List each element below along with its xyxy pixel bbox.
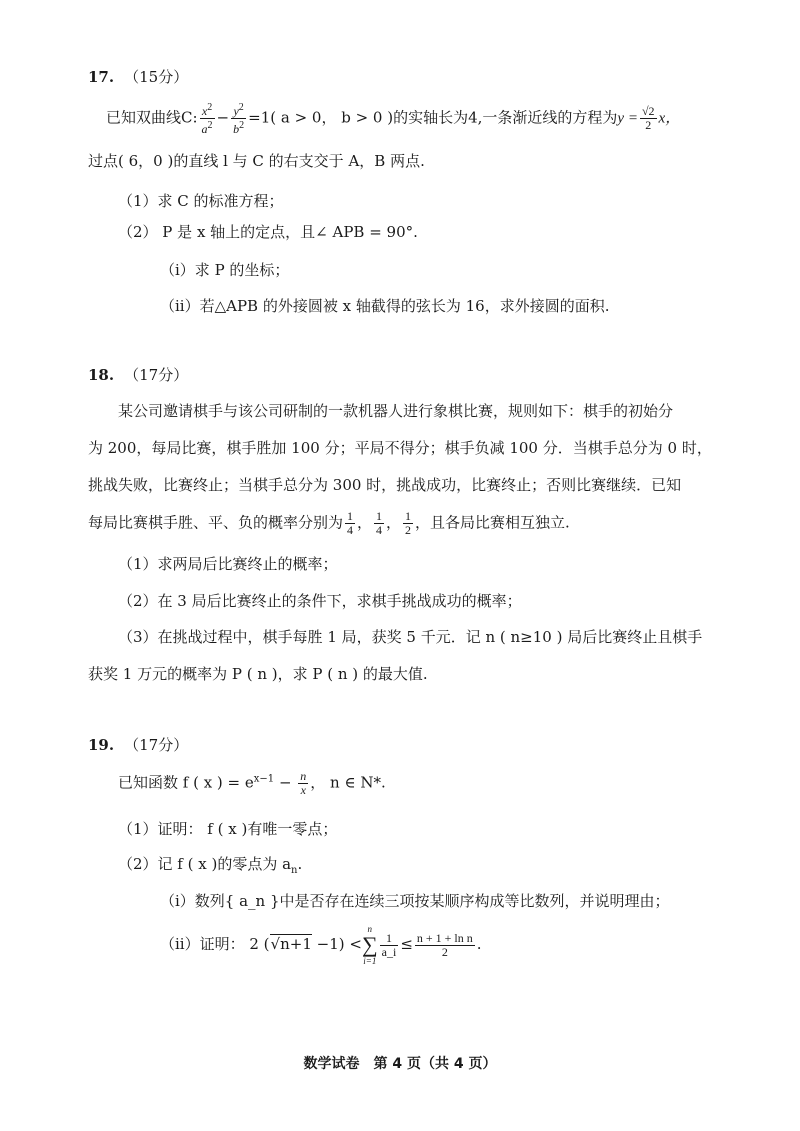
q18-part-3-a: （3）在挑战过程中，棋手每胜 1 局，获奖 5 千元．记 n ( n≥10 ) 局后比赛终止且棋手 <box>118 628 703 646</box>
sqrt-expression: √n+1 <box>270 935 312 953</box>
asymptote-slope: $\frac{√2}{2}$ <box>641 104 655 132</box>
prob-win: $\frac{1}{4}$ <box>347 509 354 537</box>
q19-part-2-ii: （ii）证明： 2 (√n+1 −1) < n ∑ i=1 $\frac{1}{a\_i}$ ≤ $\frac{\text{n + 1 + ln n}}{2}$ . <box>160 924 482 966</box>
q17-part-2: （2） P 是 x 轴上的定点，且∠ APB = 90°. <box>118 223 418 241</box>
q18-part-1: （1）求两局后比赛终止的概率； <box>118 555 338 573</box>
q17-stem-line-1: 已知双曲线C: $\frac{x^2}{a^2}$ − $\frac{y^2}{b^2}$ =1( a > 0， b > 0 )的实轴长为4,一条渐近线的方程为y = $\frac{√2}{2}$ x， <box>106 102 681 136</box>
reciprocal-ai: $\frac{1}{a\_i}$ <box>381 930 397 959</box>
q18-part-2: （2）在 3 局后比赛终止的条件下，求棋手挑战成功的概率； <box>118 592 522 610</box>
q18-number: 18. <box>88 366 115 384</box>
q17-number: 17. <box>88 68 115 86</box>
hyperbola-y-term: $\frac{y^2}{b^2}$ <box>233 102 245 136</box>
q17-heading <box>88 66 188 87</box>
q18-para-line-1: 某公司邀请棋手与该公司研制的一款机器人进行象棋比赛，规则如下：棋手的初始分 <box>118 402 674 420</box>
rhs-bound: $\frac{\text{n + 1 + ln n}}{2}$ <box>416 930 473 959</box>
q18-part-3-b: 获奖 1 万元的概率为 P ( n )，求 P ( n ) 的最大值. <box>88 665 428 683</box>
summation: n ∑ i=1 <box>361 924 378 966</box>
prob-lose: $\frac{1}{2}$ <box>405 509 412 537</box>
q17-part-1: （1）求 C 的标准方程； <box>118 192 284 210</box>
q19-part-2-i: （i）数列{ a_n }中是否存在连续三项按某顺序构成等比数列，并说明理由； <box>160 892 670 910</box>
n-over-x: $\frac{n}{x}$ <box>300 769 307 797</box>
q18-heading <box>88 364 188 385</box>
q17-part-2-ii: （ii）若△APB 的外接圆被 x 轴截得的弦长为 16，求外接圆的面积. <box>160 297 610 315</box>
hyperbola-x-term: $\frac{x^2}{a^2}$ <box>201 102 213 136</box>
q19-number: 19. <box>88 736 115 754</box>
q17-points: （15分） <box>124 68 189 86</box>
q19-part-1: （1）证明： f ( x )有唯一零点； <box>118 820 338 838</box>
prob-draw: $\frac{1}{4}$ <box>376 509 383 537</box>
page-footer: 数学试卷 第 4 页（共 4 页） <box>303 1056 497 1072</box>
q19-stem: 已知函数 f ( x ) = $e^{x-1}$ − $\frac{n}{x}$ ， n ∈ N*. <box>118 769 386 797</box>
q18-para-line-3: 挑战失败，比赛终止；当棋手总分为 300 时，挑战成功，比赛终止；否则比赛继续．已知 <box>88 476 682 494</box>
q18-para-line-2: 为 200，每局比赛，棋手胜加 100 分；平局不得分；棋手负减 100 分．当棋手总分为 0 时， <box>88 439 712 457</box>
q18-para-line-4: 每局比赛棋手胜、平、负的概率分别为 $\frac{1}{4}$ ， $\frac{1}{4}$ ， $\frac{1}{2}$ ，且各局比赛相互独立. <box>88 509 570 537</box>
q19-part-2: （2）记 f ( x )的零点为 $a_n$. <box>118 855 303 876</box>
q19-heading <box>88 734 188 755</box>
q17-stem-line-2: 过点( 6，0 )的直线 l 与 C 的右支交于 A，B 两点. <box>88 152 425 170</box>
q18-points: （17分） <box>124 366 189 384</box>
q17-part-2-i: （i）求 P 的坐标； <box>160 261 290 279</box>
q19-points: （17分） <box>124 736 189 754</box>
